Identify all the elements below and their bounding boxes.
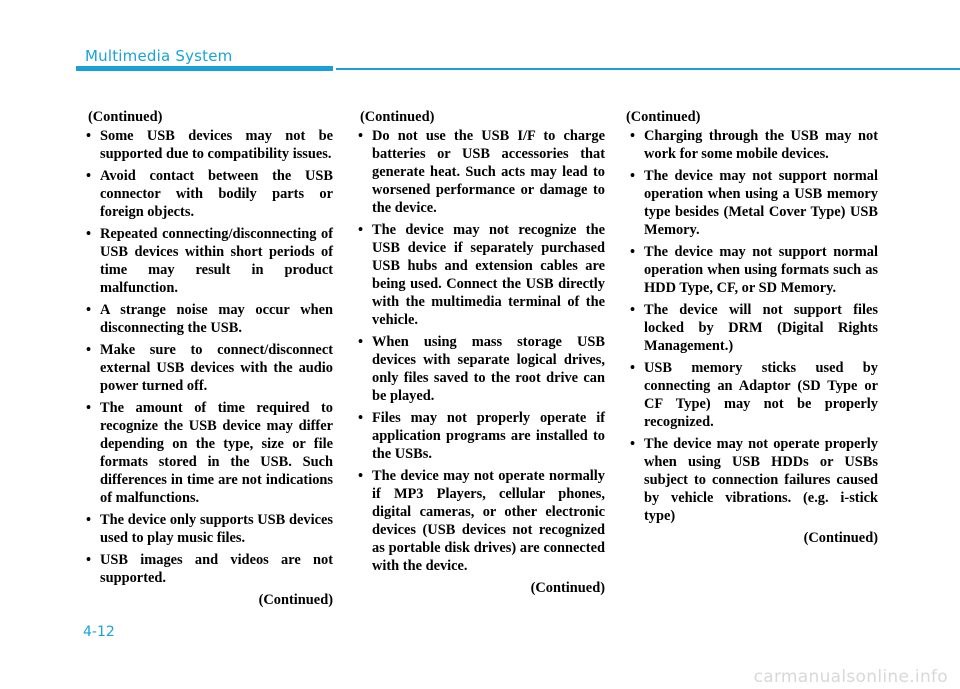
- page-number: 4-12: [83, 624, 115, 640]
- list-item: [626, 301, 878, 355]
- list-item-text: When using mass storage USB devices with separate logical drives, only files saved to the root drive can be played.: [372, 334, 605, 404]
- list-item-text: A strange noise may occur when disconnecting the USB.: [100, 302, 333, 336]
- list-item: [82, 301, 333, 337]
- section-title: Multimedia System: [85, 47, 233, 65]
- list-item: [626, 127, 878, 163]
- list-item-text: Files may not properly operate if application programs are installed to the USBs.: [372, 410, 605, 462]
- continued-label-top: (Continued): [626, 109, 701, 125]
- bullet-icon: •: [630, 168, 636, 184]
- list-item-text: USB images and videos are not supported.: [100, 552, 333, 586]
- text-column-1: [82, 108, 333, 609]
- list-item: [354, 127, 605, 217]
- bullet-icon: •: [86, 302, 92, 318]
- continued-label-bottom: (Continued): [258, 592, 333, 608]
- list-item-text: The device only supports USB devices used to play music files.: [100, 512, 333, 546]
- text-column-3: [626, 108, 878, 547]
- bullet-icon: •: [358, 334, 364, 350]
- list-item-text: The device may not support normal operation when using formats such as HDD Type, CF, or SD Memory.: [644, 244, 878, 296]
- list-item: [626, 435, 878, 525]
- bullet-list: [626, 127, 878, 525]
- list-item: [82, 551, 333, 587]
- bullet-icon: •: [86, 168, 92, 184]
- list-item: [626, 359, 878, 431]
- header-rule-thick: [76, 66, 333, 71]
- list-item-text: Some USB devices may not be supported due to compatibility issues.: [100, 128, 333, 162]
- list-item-text: The device may not support normal operation when using a USB memory type besides (Metal Cover Type) USB Memory.: [644, 168, 878, 238]
- list-item: [354, 409, 605, 463]
- bullet-list: [354, 127, 605, 575]
- list-item: [354, 467, 605, 575]
- bullet-icon: •: [358, 468, 364, 484]
- bullet-icon: •: [86, 400, 92, 416]
- list-item-text: The device will not support files locked by DRM (Digital Rights Management.): [644, 302, 878, 354]
- bullet-icon: •: [86, 342, 92, 358]
- list-item-text: The amount of time required to recognize the USB device may differ depending on the type, size or file formats stored in the USB. Such differences in time are not indications of malfunctions.: [100, 400, 333, 506]
- list-item-text: The device may not recognize the USB device if separately purchased USB hubs and extension cables are being used. Connect the USB directly with the multimedia terminal of the vehicle.: [372, 222, 605, 328]
- list-item: [354, 221, 605, 329]
- bullet-icon: •: [630, 244, 636, 260]
- bullet-icon: •: [358, 410, 364, 426]
- list-item: [82, 225, 333, 297]
- bullet-icon: •: [630, 360, 636, 376]
- list-item-text: The device may not operate normally if MP3 Players, cellular phones, digital cameras, or other electronic devices (USB devices not recognized as portable disk drives) are connected with the device.: [372, 468, 605, 574]
- list-item: [82, 127, 333, 163]
- list-item-text: Charging through the USB may not work for some mobile devices.: [644, 128, 878, 162]
- list-item-text: The device may not operate properly when using USB HDDs or USBs subject to connection failures caused by vehicle vibrations. (e.g. i-stick type): [644, 436, 878, 524]
- bullet-icon: •: [358, 222, 364, 238]
- list-item: [82, 167, 333, 221]
- bullet-icon: •: [630, 128, 636, 144]
- header-rule-thin: [336, 68, 960, 70]
- list-item-text: Repeated connecting/disconnecting of USB devices within short periods of time may result in product malfunction.: [100, 226, 333, 296]
- bullet-icon: •: [86, 128, 92, 144]
- list-item-text: Make sure to connect/disconnect external USB devices with the audio power turned off.: [100, 342, 333, 394]
- list-item-text: Do not use the USB I/F to charge batteries or USB accessories that generate heat. Such acts may lead to worsened performance or damage to the device.: [372, 128, 605, 216]
- continued-label-bottom: (Continued): [530, 580, 605, 596]
- list-item: [82, 341, 333, 395]
- bullet-icon: •: [86, 512, 92, 528]
- list-item: [626, 243, 878, 297]
- text-column-2: [354, 108, 605, 597]
- continued-label-top: (Continued): [88, 109, 163, 125]
- bullet-icon: •: [630, 436, 636, 452]
- continued-label-bottom: (Continued): [803, 530, 878, 546]
- list-item: [82, 399, 333, 507]
- list-item: [82, 511, 333, 547]
- bullet-list: [82, 127, 333, 587]
- bullet-icon: •: [630, 302, 636, 318]
- bullet-icon: •: [86, 552, 92, 568]
- watermark: carmanualsonline.info: [753, 667, 948, 687]
- list-item-text: USB memory sticks used by connecting an Adaptor (SD Type or CF Type) may not be properly recognized.: [644, 360, 878, 430]
- bullet-icon: •: [86, 226, 92, 242]
- list-item: [354, 333, 605, 405]
- list-item-text: Avoid contact between the USB connector with bodily parts or foreign objects.: [100, 168, 333, 220]
- continued-label-top: (Continued): [360, 109, 435, 125]
- list-item: [626, 167, 878, 239]
- bullet-icon: •: [358, 128, 364, 144]
